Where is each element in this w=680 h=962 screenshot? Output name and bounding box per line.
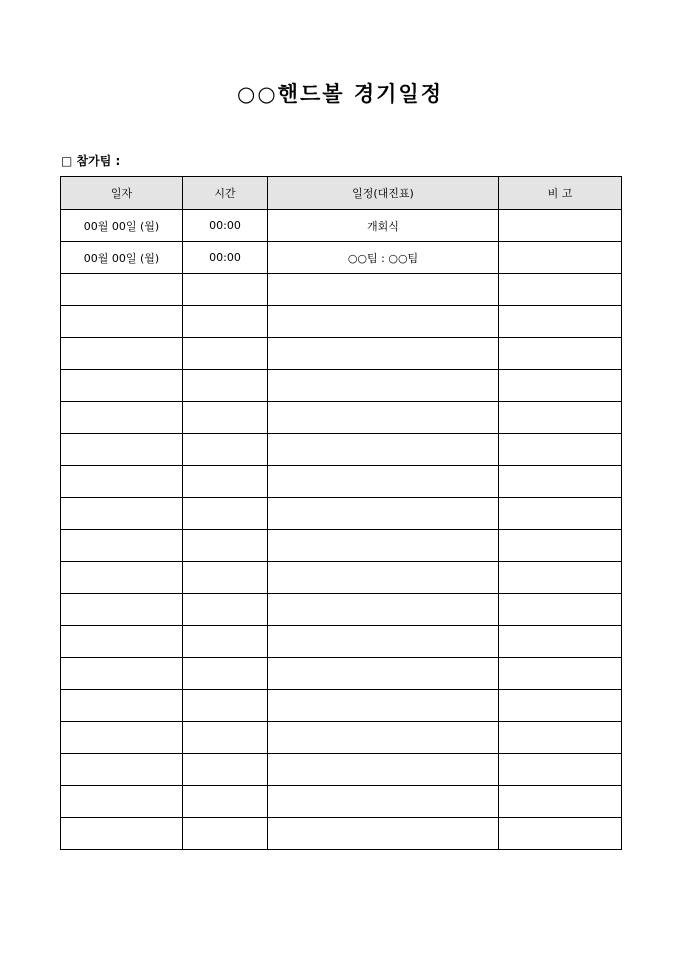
cell-time — [183, 466, 268, 498]
header-remarks: 비 고 — [499, 177, 622, 210]
cell-time — [183, 498, 268, 530]
cell-remarks — [499, 658, 622, 690]
cell-time — [183, 434, 268, 466]
cell-date — [61, 594, 183, 626]
table-row — [61, 658, 622, 690]
cell-remarks — [499, 530, 622, 562]
cell-date — [61, 562, 183, 594]
table-row — [61, 466, 622, 498]
cell-date — [61, 722, 183, 754]
cell-schedule — [268, 594, 499, 626]
cell-date — [61, 626, 183, 658]
cell-remarks — [499, 370, 622, 402]
cell-time — [183, 530, 268, 562]
cell-date — [61, 498, 183, 530]
cell-date: 00월 00일 (월) — [61, 242, 183, 274]
cell-schedule — [268, 466, 499, 498]
cell-date — [61, 786, 183, 818]
cell-schedule — [268, 626, 499, 658]
cell-schedule — [268, 786, 499, 818]
cell-schedule — [268, 498, 499, 530]
cell-schedule — [268, 434, 499, 466]
cell-schedule: 개회식 — [268, 210, 499, 242]
cell-remarks — [499, 786, 622, 818]
table-row — [61, 370, 622, 402]
cell-remarks — [499, 306, 622, 338]
cell-remarks — [499, 818, 622, 850]
cell-time — [183, 690, 268, 722]
cell-date — [61, 818, 183, 850]
table-row — [61, 402, 622, 434]
cell-time — [183, 754, 268, 786]
cell-date — [61, 754, 183, 786]
cell-time — [183, 786, 268, 818]
cell-time — [183, 658, 268, 690]
cell-schedule — [268, 306, 499, 338]
cell-date — [61, 306, 183, 338]
cell-time — [183, 274, 268, 306]
cell-date — [61, 658, 183, 690]
page-title: ○○핸드볼 경기일정 — [237, 81, 443, 106]
cell-time — [183, 818, 268, 850]
cell-date: 00월 00일 (월) — [61, 210, 183, 242]
cell-date — [61, 338, 183, 370]
table-row — [61, 338, 622, 370]
cell-remarks — [499, 690, 622, 722]
table-row — [61, 690, 622, 722]
table-row — [61, 594, 622, 626]
cell-time — [183, 306, 268, 338]
cell-remarks — [499, 338, 622, 370]
table-row — [61, 562, 622, 594]
cell-time — [183, 402, 268, 434]
cell-schedule — [268, 562, 499, 594]
cell-schedule — [268, 690, 499, 722]
cell-date — [61, 402, 183, 434]
header-time: 시간 — [183, 177, 268, 210]
cell-date — [61, 274, 183, 306]
cell-remarks — [499, 722, 622, 754]
table-row — [61, 210, 622, 242]
cell-date — [61, 690, 183, 722]
cell-schedule — [268, 722, 499, 754]
schedule-body — [61, 210, 622, 850]
table-row — [61, 434, 622, 466]
table-row — [61, 818, 622, 850]
cell-remarks — [499, 626, 622, 658]
cell-remarks — [499, 402, 622, 434]
table-row — [61, 306, 622, 338]
table-row — [61, 274, 622, 306]
cell-time — [183, 722, 268, 754]
cell-remarks — [499, 562, 622, 594]
cell-time — [183, 562, 268, 594]
schedule-table — [60, 176, 622, 850]
cell-schedule: ○○팀 : ○○팀 — [268, 242, 499, 274]
cell-schedule — [268, 530, 499, 562]
cell-time: 00:00 — [183, 242, 268, 274]
cell-schedule — [268, 658, 499, 690]
cell-time — [183, 594, 268, 626]
cell-schedule — [268, 818, 499, 850]
cell-remarks — [499, 594, 622, 626]
cell-remarks — [499, 434, 622, 466]
cell-date — [61, 466, 183, 498]
table-row — [61, 530, 622, 562]
header-date: 일자 — [61, 177, 183, 210]
cell-time: 00:00 — [183, 210, 268, 242]
cell-schedule — [268, 370, 499, 402]
table-row — [61, 626, 622, 658]
cell-schedule — [268, 338, 499, 370]
cell-remarks — [499, 274, 622, 306]
participating-teams-label: □ 참가팀 : — [61, 154, 121, 168]
cell-remarks — [499, 498, 622, 530]
cell-date — [61, 530, 183, 562]
cell-remarks — [499, 466, 622, 498]
cell-date — [61, 370, 183, 402]
cell-remarks — [499, 754, 622, 786]
cell-time — [183, 370, 268, 402]
cell-schedule — [268, 754, 499, 786]
table-row — [61, 754, 622, 786]
table-header-row — [61, 177, 622, 210]
cell-time — [183, 626, 268, 658]
table-row — [61, 242, 622, 274]
cell-remarks — [499, 242, 622, 274]
table-row — [61, 722, 622, 754]
cell-remarks — [499, 210, 622, 242]
cell-schedule — [268, 402, 499, 434]
cell-time — [183, 338, 268, 370]
cell-date — [61, 434, 183, 466]
cell-schedule — [268, 274, 499, 306]
header-schedule: 일정(대진표) — [268, 177, 499, 210]
table-row — [61, 498, 622, 530]
table-row — [61, 786, 622, 818]
